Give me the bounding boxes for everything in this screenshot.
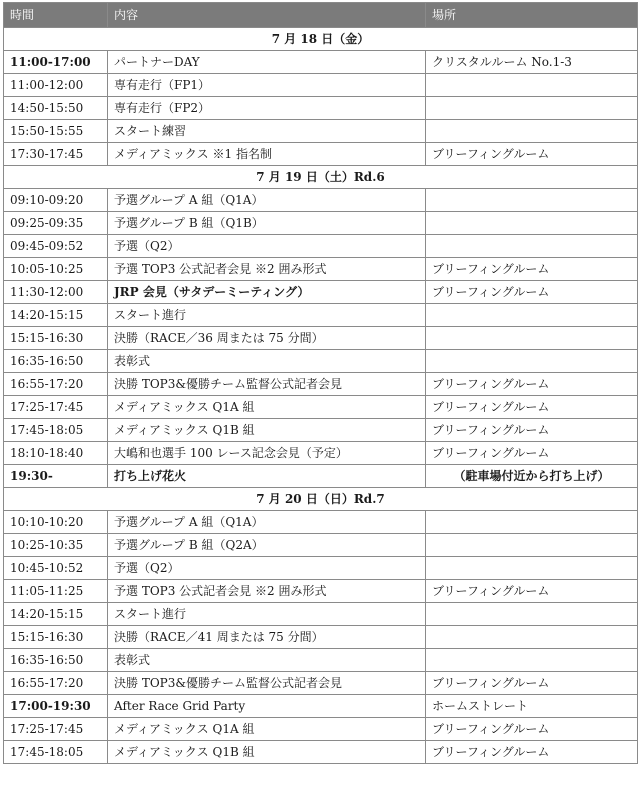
cell-time: 14:50-15:50: [4, 97, 108, 120]
cell-place: [426, 626, 638, 649]
cell-place: [426, 649, 638, 672]
cell-place: ブリーフィングルーム: [426, 373, 638, 396]
cell-content: After Race Grid Party: [108, 695, 426, 718]
cell-time: 11:30-12:00: [4, 281, 108, 304]
day-header-row: [4, 488, 638, 511]
cell-time: 14:20-15:15: [4, 304, 108, 327]
table-row: [4, 442, 638, 465]
cell-place: ブリーフィングルーム: [426, 580, 638, 603]
cell-place: ブリーフィングルーム: [426, 442, 638, 465]
table-row: [4, 649, 638, 672]
cell-content: パートナーDAY: [108, 51, 426, 74]
cell-place: ブリーフィングルーム: [426, 143, 638, 166]
cell-time: 15:50-15:55: [4, 120, 108, 143]
cell-time: 11:00-12:00: [4, 74, 108, 97]
table-row: [4, 557, 638, 580]
cell-time: 09:45-09:52: [4, 235, 108, 258]
table-row: [4, 327, 638, 350]
table-row: [4, 695, 638, 718]
table-row: [4, 143, 638, 166]
table-row: [4, 419, 638, 442]
cell-place: [426, 212, 638, 235]
cell-content: 予選 TOP3 公式記者会見 ※2 囲み形式: [108, 580, 426, 603]
header-time: 時間: [4, 3, 108, 28]
cell-place: ブリーフィングルーム: [426, 281, 638, 304]
cell-time: 17:25-17:45: [4, 718, 108, 741]
cell-content: スタート進行: [108, 304, 426, 327]
table-row: [4, 97, 638, 120]
cell-place: [426, 97, 638, 120]
day-header-row: [4, 166, 638, 189]
cell-time: 17:25-17:45: [4, 396, 108, 419]
cell-content: JRP 会見（サタデーミーティング）: [108, 281, 426, 304]
cell-content: 予選グループ A 組（Q1A）: [108, 189, 426, 212]
cell-content: メディアミックス ※1 指名制: [108, 143, 426, 166]
table-row: [4, 718, 638, 741]
cell-time: 18:10-18:40: [4, 442, 108, 465]
table-row: [4, 580, 638, 603]
table-row: [4, 465, 638, 488]
cell-time: 11:05-11:25: [4, 580, 108, 603]
cell-content: スタート練習: [108, 120, 426, 143]
day-header-row: [4, 28, 638, 51]
cell-content: 表彰式: [108, 350, 426, 373]
cell-place: ブリーフィングルーム: [426, 396, 638, 419]
table-row: [4, 741, 638, 764]
cell-time: 16:55-17:20: [4, 672, 108, 695]
cell-time: 10:45-10:52: [4, 557, 108, 580]
cell-time: 11:00-17:00: [4, 51, 108, 74]
cell-content: 予選グループ B 組（Q1B）: [108, 212, 426, 235]
cell-place: ブリーフィングルーム: [426, 419, 638, 442]
table-row: [4, 626, 638, 649]
cell-place: [426, 235, 638, 258]
cell-place: [426, 350, 638, 373]
cell-time: 09:25-09:35: [4, 212, 108, 235]
cell-time: 10:05-10:25: [4, 258, 108, 281]
day-title: 7 月 19 日（土）Rd.6: [4, 166, 638, 189]
cell-place: [426, 603, 638, 626]
table-row: [4, 74, 638, 97]
table-row: [4, 373, 638, 396]
day-title: 7 月 20 日（日）Rd.7: [4, 488, 638, 511]
table-row: [4, 120, 638, 143]
cell-place: ブリーフィングルーム: [426, 258, 638, 281]
table-row: [4, 396, 638, 419]
cell-place: [426, 304, 638, 327]
cell-time: 16:55-17:20: [4, 373, 108, 396]
header-content: 内容: [108, 3, 426, 28]
schedule-table: [3, 2, 638, 764]
cell-content: 予選グループ B 組（Q2A）: [108, 534, 426, 557]
table-row: [4, 603, 638, 626]
cell-place: [426, 557, 638, 580]
table-row: [4, 304, 638, 327]
cell-content: 表彰式: [108, 649, 426, 672]
header-row: [4, 3, 638, 28]
cell-place: [426, 327, 638, 350]
table-row: [4, 534, 638, 557]
cell-content: メディアミックス Q1B 組: [108, 741, 426, 764]
table-row: [4, 511, 638, 534]
cell-place: クリスタルルーム No.1-3: [426, 51, 638, 74]
cell-content: 予選（Q2）: [108, 235, 426, 258]
cell-time: 17:30-17:45: [4, 143, 108, 166]
cell-content: メディアミックス Q1B 組: [108, 419, 426, 442]
cell-time: 10:10-10:20: [4, 511, 108, 534]
cell-content: 決勝（RACE／36 周または 75 分間）: [108, 327, 426, 350]
header-place: 場所: [426, 3, 638, 28]
cell-place: [426, 74, 638, 97]
cell-time: 16:35-16:50: [4, 649, 108, 672]
cell-place: [426, 534, 638, 557]
cell-content: メディアミックス Q1A 組: [108, 396, 426, 419]
cell-content: 予選グループ A 組（Q1A）: [108, 511, 426, 534]
schedule-body: [4, 28, 638, 764]
cell-place: [426, 189, 638, 212]
table-row: [4, 350, 638, 373]
cell-time: 15:15-16:30: [4, 626, 108, 649]
cell-time: 19:30-: [4, 465, 108, 488]
cell-time: 17:45-18:05: [4, 741, 108, 764]
table-row: [4, 281, 638, 304]
cell-content: メディアミックス Q1A 組: [108, 718, 426, 741]
cell-place: ブリーフィングルーム: [426, 672, 638, 695]
table-row: [4, 212, 638, 235]
cell-time: 09:10-09:20: [4, 189, 108, 212]
cell-content: 専有走行（FP2）: [108, 97, 426, 120]
cell-content: 打ち上げ花火: [108, 465, 426, 488]
cell-time: 15:15-16:30: [4, 327, 108, 350]
cell-place: [426, 511, 638, 534]
table-row: [4, 235, 638, 258]
cell-place: ホームストレート: [426, 695, 638, 718]
cell-content: 専有走行（FP1）: [108, 74, 426, 97]
cell-time: 16:35-16:50: [4, 350, 108, 373]
cell-time: 10:25-10:35: [4, 534, 108, 557]
cell-content: 決勝（RACE／41 周または 75 分間）: [108, 626, 426, 649]
table-row: [4, 189, 638, 212]
cell-place: [426, 120, 638, 143]
cell-content: 予選 TOP3 公式記者会見 ※2 囲み形式: [108, 258, 426, 281]
cell-time: 14:20-15:15: [4, 603, 108, 626]
table-row: [4, 258, 638, 281]
cell-place: ブリーフィングルーム: [426, 718, 638, 741]
cell-time: 17:00-19:30: [4, 695, 108, 718]
cell-content: 決勝 TOP3&優勝チーム監督公式記者会見: [108, 672, 426, 695]
table-row: [4, 672, 638, 695]
cell-place: （駐車場付近から打ち上げ）: [426, 465, 638, 488]
cell-content: 予選（Q2）: [108, 557, 426, 580]
cell-content: 決勝 TOP3&優勝チーム監督公式記者会見: [108, 373, 426, 396]
day-title: 7 月 18 日（金）: [4, 28, 638, 51]
cell-place: ブリーフィングルーム: [426, 741, 638, 764]
table-row: [4, 51, 638, 74]
cell-content: 大嶋和也選手 100 レース記念会見（予定）: [108, 442, 426, 465]
cell-time: 17:45-18:05: [4, 419, 108, 442]
cell-content: スタート進行: [108, 603, 426, 626]
